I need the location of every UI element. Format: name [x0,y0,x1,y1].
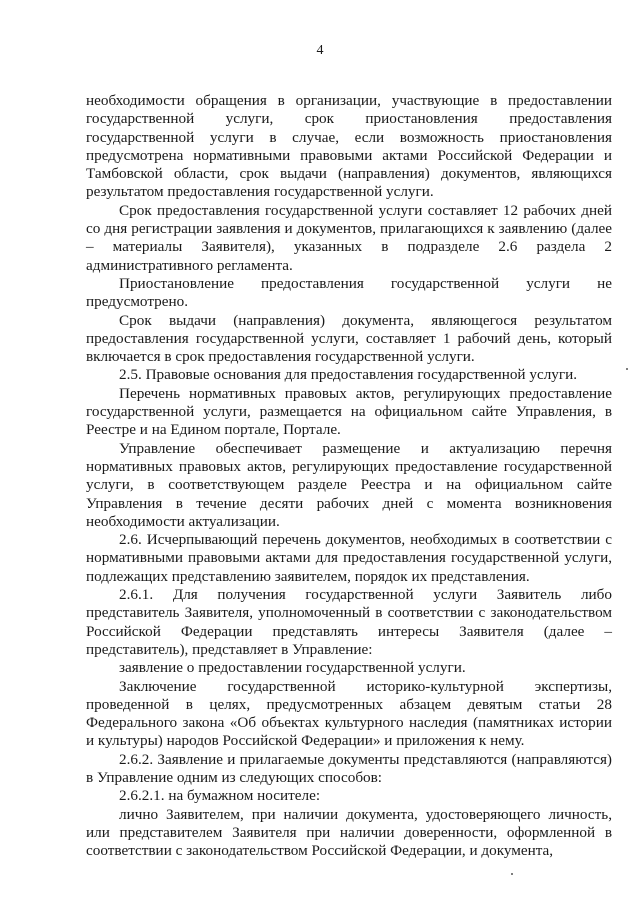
clause-2-6-2-1: 2.6.2.1. на бумажном носителе: [119,787,321,805]
scan-speck [626,368,628,370]
list-item-expertise: Заключение государственной историко-культурной экспертизы, проведенной в целях, предусмотренных абзацем девятым статьи 28 Федерального закона «Об объектах культурного наследия (памятниках истории и культуры) народов Российской Федерации» и приложения к нему. [86,677,612,750]
paragraph-suspension: Приостановление предоставления государственной услуги не предусмотрено. [86,274,612,311]
page-number: 4 [316,43,324,58]
paragraph-service-term: Срок предоставления государственной услуги составляет 12 рабочих дней со дня регистрации заявления и документов, прилагающихся к заявлению (далее – материалы Заявителя), указанных в подразделе 2.6 раздела 2 административного регламента. [86,201,612,274]
paragraph-issue-term: Срок выдачи (направления) документа, являющегося результатом предоставления государственной услуги, составляет 1 рабочий день, который включается в срок предоставления государственной услуги. [86,311,612,366]
document-body [86,92,612,860]
list-item-application: заявление о предоставлении государственной услуги. [119,659,466,677]
section-heading-2-5: 2.5. Правовые основания для предоставления государственной услуги. [119,366,578,384]
clause-2-6-2: 2.6.2. Заявление и прилагаемые документы представляются (направляются) в Управление одним из следующих способов: [86,750,612,786]
scan-speck [511,873,513,875]
clause-2-6-1: 2.6.1. Для получения государственной услуги Заявитель либо представитель Заявителя, уполномоченный в соответствии с законодательством Российской Федерации представлять интересы Заявителя (далее – представитель), представляет в Управление: [86,586,612,658]
section-heading-2-6: 2.6. Исчерпывающий перечень документов, необходимых в соответствии с нормативными правовыми актами для предоставления государственной услуги, подлежащих представлению заявителем, порядок их представления. [86,531,612,585]
paragraph-legal-acts-list: Перечень нормативных правовых актов, регулирующих предоставление государственной услуги, размещается на официальном сайте Управления, в Реестре и на Едином портале, Портале. [86,384,612,439]
paragraph-continuation: необходимости обращения в организации, участвующие в предоставлении государственной услуги, срок приостановления предоставления государственной услуги в случае, если возможность приостановления предусмотрена нормативными правовыми актами Российской Федерации и Тамбовской области, срок выдачи (направления) документов, являющихся результатом предоставления государственной услуги. [86,92,612,201]
paragraph-legal-acts-update: Управление обеспечивает размещение и актуализацию перечня нормативных правовых актов, регулирующих предоставление государственной услуги, в соответствующем разделе Реестра и на официальном сайте Управления в течение десяти рабочих дней с момента возникновения необходимости актуализации. [86,439,612,530]
paragraph-in-person: лично Заявителем, при наличии документа, удостоверяющего личность, или представителем Заявителя при наличии доверенности, оформленной в соответствии с законодательством Российской Федерации, и документа, [86,805,612,860]
